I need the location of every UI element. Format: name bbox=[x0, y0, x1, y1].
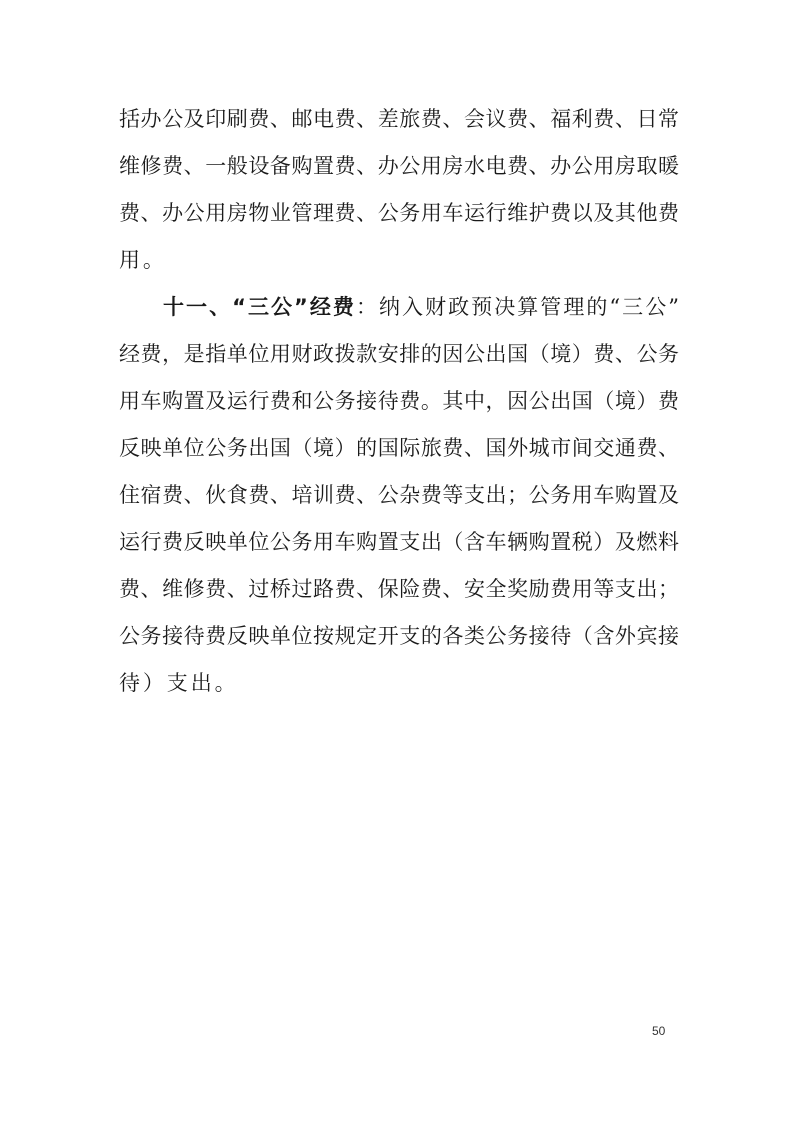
text-line: 用车购置及运行费和公务接待费。其中，因公出国（境）费 bbox=[119, 389, 679, 413]
text-line bbox=[119, 284, 679, 331]
text-line: 费、办公用房物业管理费、公务用车运行维护费以及其他费 bbox=[119, 201, 679, 225]
page-number: 50 bbox=[652, 1024, 666, 1038]
text-line: 维修费、一般设备购置费、办公用房水电费、办公用房取暖 bbox=[119, 154, 679, 178]
text-line: 括办公及印刷费、邮电费、差旅费、会议费、福利费、日常 bbox=[119, 107, 679, 131]
text-line: 反映单位公务出国（境）的国际旅费、国外城市间交通费、 bbox=[119, 436, 679, 460]
text-line: 费、维修费、过桥过路费、保险费、安全奖励费用等支出； bbox=[119, 577, 679, 601]
text-line: 用。 bbox=[119, 248, 167, 272]
section-heading: 十一、“三公”经费 bbox=[163, 295, 356, 319]
heading-continuation: ：纳入财政预决算管理的“三公” bbox=[355, 295, 679, 319]
text-line: 运行费反映单位公务用车购置支出（含车辆购置税）及燃料 bbox=[119, 530, 679, 554]
text-line: 公务接待费反映单位按规定开支的各类公务接待（含外宾接 bbox=[119, 624, 679, 648]
paragraph-expense-items bbox=[119, 96, 679, 284]
text-line: 经费，是指单位用财政拨款安排的因公出国（境）费、公务 bbox=[119, 342, 679, 366]
document-body bbox=[119, 96, 679, 707]
paragraph-three-public-expenses bbox=[119, 284, 679, 707]
text-line: 住宿费、伙食费、培训费、公杂费等支出；公务用车购置及 bbox=[119, 483, 679, 507]
text-line: 待）支出。 bbox=[119, 671, 239, 695]
